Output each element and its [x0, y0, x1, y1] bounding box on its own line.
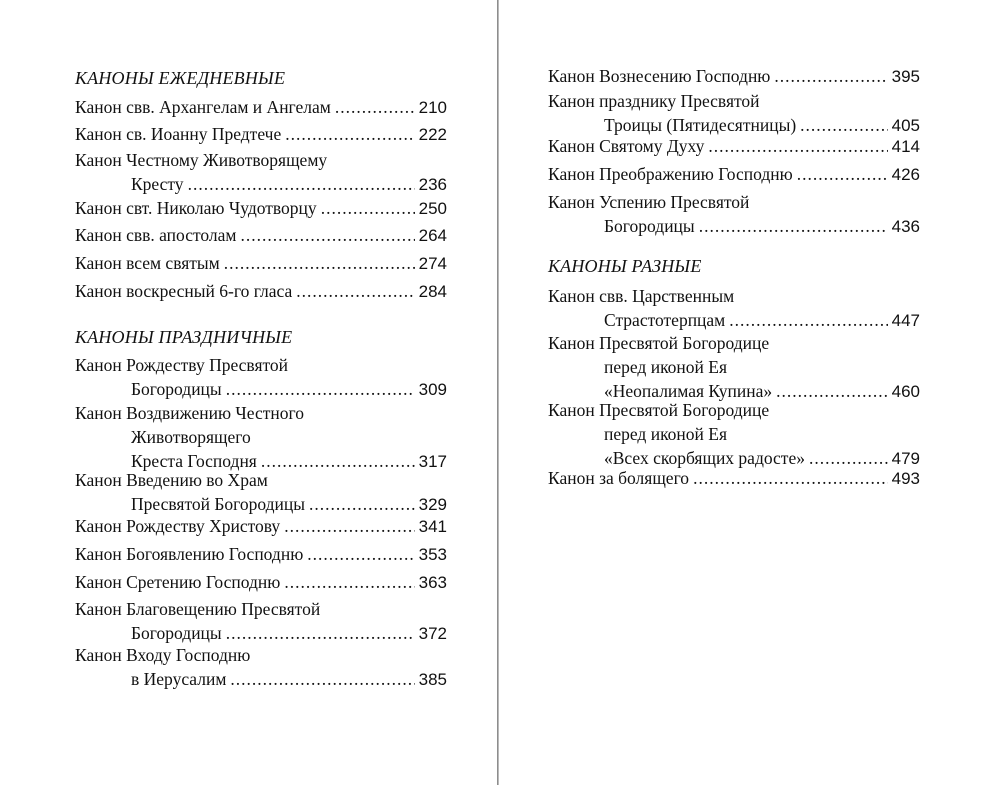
toc-entry[interactable] [75, 223, 447, 247]
entry-title-line: Канон Честному Животворящему [75, 150, 328, 170]
toc-entry[interactable] [75, 514, 447, 538]
entry-title: Канон св. Иоанну Предтече [75, 124, 282, 144]
entry-title: Канон свв. Архангелам и Ангелам [75, 97, 331, 117]
entry-title: Канон Богоявлению Господню [75, 544, 304, 564]
entry-title-line: Канон свв. Царственным [548, 286, 735, 306]
page-number: 309 [418, 380, 447, 399]
toc-entry[interactable] [548, 64, 920, 88]
dot-leader [693, 466, 888, 490]
entry-title: Страстотерпцам [604, 310, 726, 330]
toc-entry[interactable] [75, 148, 447, 196]
entry-title: Канон всем святым [75, 253, 220, 273]
page-number: 385 [418, 670, 447, 689]
toc-entry[interactable] [75, 542, 447, 566]
toc-entry[interactable] [548, 331, 920, 403]
entry-title: Канон Святому Духу [548, 136, 705, 156]
dot-leader [188, 172, 415, 196]
entry-title-line: Канон Воздвижению Честного [75, 403, 305, 423]
page-number: 405 [891, 116, 920, 135]
entry-title-line: Канон празднику Пресвятой [548, 91, 760, 111]
toc-entry[interactable] [75, 122, 447, 146]
section-title-feast: КАНОНЫ ПРАЗДНИЧНЫЕ [75, 327, 293, 347]
entry-title: Кресту [131, 174, 184, 194]
page-number: 317 [418, 452, 447, 471]
entry-title: «Неопалимая Купина» [604, 381, 773, 401]
toc-entry[interactable] [75, 196, 447, 220]
page-number: 493 [891, 469, 920, 488]
entry-title-line: перед иконой Ея [604, 357, 728, 377]
page-number: 329 [418, 495, 447, 514]
toc-entry[interactable] [548, 89, 920, 137]
entry-title: Богородицы [131, 623, 222, 643]
dot-leader [321, 196, 415, 220]
entry-title-line: Канон Введению во Храм [75, 470, 268, 490]
entry-title: Креста Господня [131, 451, 257, 471]
dot-leader [230, 667, 414, 691]
dot-leader [307, 542, 414, 566]
dot-leader [335, 95, 415, 119]
dot-leader [284, 570, 414, 594]
entry-title: Канон воскресный 6-го гласа [75, 281, 293, 301]
toc-entry[interactable] [75, 643, 447, 691]
entry-title: Богородицы [131, 379, 222, 399]
entry-title-line: Канон Успению Пресвятой [548, 192, 750, 212]
page-number: 372 [418, 624, 447, 643]
section-title-various: КАНОНЫ РАЗНЫЕ [548, 256, 702, 276]
entry-title: Канон Рождеству Христову [75, 516, 281, 536]
page-number: 236 [418, 175, 447, 194]
entry-title-line: перед иконой Ея [604, 424, 728, 444]
entry-title: Канон свв. апостолам [75, 225, 237, 245]
page-number: 341 [418, 517, 447, 536]
toc-entry[interactable] [548, 398, 920, 470]
page-number: 250 [418, 199, 447, 218]
book-gutter [497, 0, 499, 785]
dot-leader [226, 621, 415, 645]
page-number: 395 [891, 67, 920, 86]
page-number: 353 [418, 545, 447, 564]
entry-title: Канон свт. Николаю Чудотворцу [75, 198, 317, 218]
dot-leader [224, 251, 415, 275]
toc-entry[interactable] [75, 570, 447, 594]
page-number: 284 [418, 282, 447, 301]
toc-entry[interactable] [75, 597, 447, 645]
page-number: 414 [891, 137, 920, 156]
section-title-daily: КАНОНЫ ЕЖЕДНЕВНЫЕ [75, 68, 286, 88]
entry-title: Канон за болящего [548, 468, 690, 488]
toc-entry[interactable] [75, 279, 447, 303]
entry-title-line: Канон Рождеству Пресвятой [75, 355, 289, 375]
toc-entry[interactable] [75, 468, 447, 516]
page-number: 426 [891, 165, 920, 184]
entry-title-line: Канон Благовещению Пресвятой [75, 599, 321, 619]
dot-leader [729, 308, 887, 332]
entry-title: Канон Сретению Господню [75, 572, 281, 592]
toc-entry[interactable] [75, 353, 447, 401]
entry-title: Богородицы [604, 216, 695, 236]
dot-leader [240, 223, 414, 247]
entry-title-line: Канон Входу Господню [75, 645, 251, 665]
page-number: 460 [891, 382, 920, 401]
toc-entry[interactable] [548, 466, 920, 490]
entry-title-line: Канон Пресвятой Богородице [548, 400, 770, 420]
page-number: 210 [418, 98, 447, 117]
entry-title: Пресвятой Богородицы [131, 494, 306, 514]
toc-entry[interactable] [548, 190, 920, 238]
entry-title-line: Канон Пресвятой Богородице [548, 333, 770, 353]
entry-title: «Всех скорбящих радосте» [604, 448, 805, 468]
page-number: 436 [891, 217, 920, 236]
page-number: 264 [418, 226, 447, 245]
dot-leader [699, 214, 888, 238]
entry-title: Троицы (Пятидесятницы) [604, 115, 797, 135]
entry-title-line: Животворящего [131, 427, 251, 447]
toc-entry[interactable] [75, 251, 447, 275]
page-number: 447 [891, 311, 920, 330]
dot-leader [296, 279, 414, 303]
toc-entry[interactable] [75, 95, 447, 119]
dot-leader [284, 514, 414, 538]
page-number: 274 [418, 254, 447, 273]
toc-entry[interactable] [75, 401, 447, 473]
dot-leader [708, 134, 887, 158]
entry-title: в Иерусалим [131, 669, 227, 689]
dot-leader [309, 492, 415, 516]
toc-entry[interactable] [548, 162, 920, 186]
dot-leader [797, 162, 888, 186]
dot-leader [285, 122, 414, 146]
dot-leader [774, 64, 887, 88]
toc-entry[interactable] [548, 284, 920, 332]
toc-entry[interactable] [548, 134, 920, 158]
entry-title: Канон Вознесению Господню [548, 66, 771, 86]
dot-leader [226, 377, 415, 401]
page-number: 222 [418, 125, 447, 144]
page-number: 479 [891, 449, 920, 468]
page-number: 363 [418, 573, 447, 592]
entry-title: Канон Преображению Господню [548, 164, 793, 184]
